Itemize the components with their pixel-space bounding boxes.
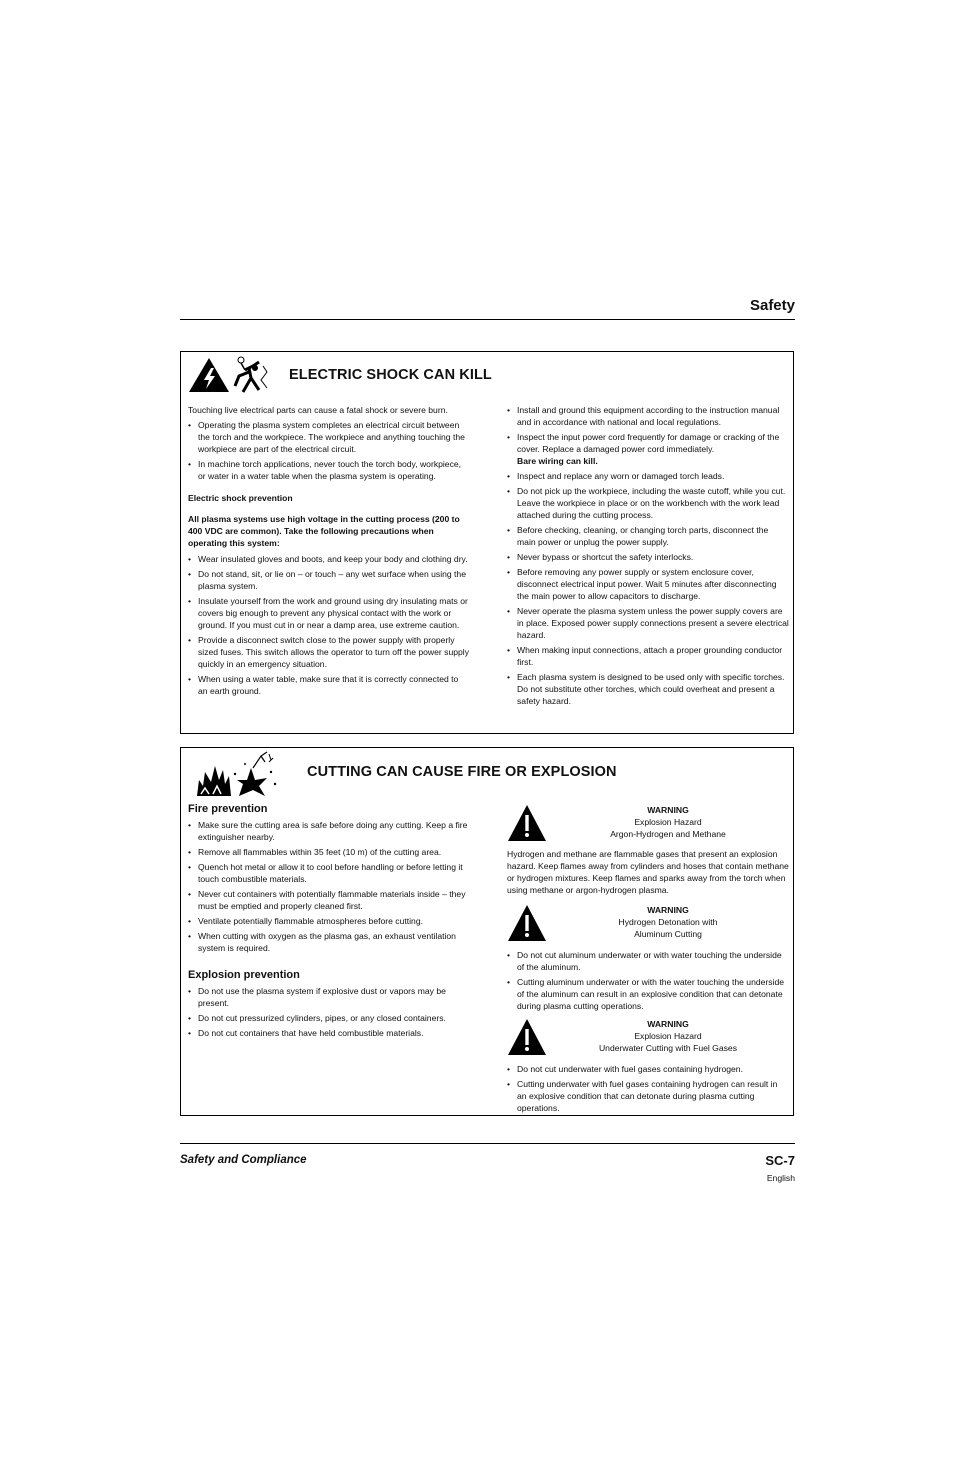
fire-left-column <box>188 802 472 1042</box>
list-item: • Ventilate potentially flammable atmospheres before cutting. <box>188 915 472 927</box>
fire-explosion-title: CUTTING CAN CAUSE FIRE OR EXPLOSION <box>307 764 617 780</box>
list-item: • Before checking, cleaning, or changing torch parts, disconnect the main power or unplug the power supply. <box>507 524 789 548</box>
list-item: • Do not cut pressurized cylinders, pipes, or any closed containers. <box>188 1012 472 1024</box>
electric-shock-intro: Touching live electrical parts can cause a fatal shock or severe burn. <box>188 405 448 415</box>
warning-line: Explosion Hazard <box>634 817 702 827</box>
warning-block <box>507 804 789 840</box>
warning-label: WARNING <box>647 805 689 815</box>
list-item: • Wear insulated gloves and boots, and keep your body and clothing dry. <box>188 553 470 565</box>
list-item <box>507 431 789 467</box>
warning-text <box>547 804 789 840</box>
warning-text <box>547 1018 789 1054</box>
electric-shock-section <box>180 351 794 734</box>
list-item: • Do not cut aluminum underwater or with water touching the underside of the aluminum. <box>507 949 789 973</box>
prevention-heading: Electric shock prevention <box>188 493 293 503</box>
fire-explosion-icon <box>195 750 295 798</box>
list-item: • Before removing any power supply or system enclosure cover, disconnect electrical input power. Wait 5 minutes after disconnecting the main power to allow capacitors to discharge. <box>507 566 789 602</box>
aluminum-bullet-list <box>507 949 789 1012</box>
equipment-bullet-list <box>507 404 789 707</box>
warning-line: Hydrogen Detonation with <box>618 917 718 927</box>
footer-rule <box>180 1143 795 1144</box>
electric-shock-right-column <box>507 404 789 710</box>
bare-wiring-warning: Bare wiring can kill. <box>517 456 598 466</box>
list-item: • Cutting aluminum underwater or with the water touching the underside of the aluminum can result in an explosive condition that can detonate during plasma cutting operations. <box>507 976 789 1012</box>
warning-block <box>507 904 789 940</box>
warning-line: Aluminum Cutting <box>634 929 702 939</box>
list-item: • Do not cut containers that have held combustible materials. <box>188 1027 472 1039</box>
underwater-bullet-list <box>507 1063 789 1114</box>
electric-hazard-icon <box>187 356 273 394</box>
hydrogen-methane-text: Hydrogen and methane are flammable gases that present an explosion hazard. Keep flames away from cylinders and hoses that contain methane or hydrogen mixtures. Keep flames and sparks away from the torch when using methane or argon-hydrogen plasma. <box>507 849 789 895</box>
list-item: • In machine torch applications, never touch the torch body, workpiece, or water in a water table when the plasma system is operating. <box>188 458 470 482</box>
warning-triangle-icon <box>507 804 547 842</box>
list-item: • Insulate yourself from the work and ground using dry insulating mats or covers big enough to prevent any physical contact with the work or ground. If you must cut in or near a damp area, use extreme caution. <box>188 595 470 631</box>
list-item: • Provide a disconnect switch close to the power supply with properly sized fuses. This switch allows the operator to turn off the power supply quickly in an emergency situation. <box>188 634 470 670</box>
list-item: • Do not stand, sit, or lie on – or touch – any wet surface when using the plasma system. <box>188 568 470 592</box>
electric-shock-left-column <box>188 404 470 700</box>
warning-triangle-icon <box>507 904 547 942</box>
list-item: • Remove all flammables within 35 feet (10 m) of the cutting area. <box>188 846 472 858</box>
warning-label: WARNING <box>647 1019 689 1029</box>
footer-language: English <box>766 1173 795 1183</box>
list-item-text: Inspect the input power cord frequently for damage or cracking of the cover. Replace a damaged power cord immediately. <box>517 432 780 454</box>
prevention-bullet-list <box>188 553 470 697</box>
warning-text <box>547 904 789 940</box>
list-item: • When cutting with oxygen as the plasma gas, an exhaust ventilation system is required. <box>188 930 472 954</box>
list-item: • Do not use the plasma system if explosive dust or vapors may be present. <box>188 985 472 1009</box>
explosion-prevention-heading: Explosion prevention <box>188 969 300 981</box>
list-item: • Do not cut underwater with fuel gases containing hydrogen. <box>507 1063 789 1075</box>
intro-bullet-list <box>188 419 470 482</box>
warning-block <box>507 1018 789 1054</box>
footer-section-title: Safety and Compliance <box>180 1154 307 1166</box>
explosion-prevention-list <box>188 985 472 1039</box>
warning-label: WARNING <box>647 905 689 915</box>
list-item: • Never operate the plasma system unless the power supply covers are in place. Exposed power supply connections present a severe electrical hazard. <box>507 605 789 641</box>
electric-shock-title: ELECTRIC SHOCK CAN KILL <box>289 367 492 383</box>
warning-line: Underwater Cutting with Fuel Gases <box>598 1043 738 1053</box>
list-item: • When using a water table, make sure that it is correctly connected to an earth ground. <box>188 673 470 697</box>
prevention-lead: All plasma systems use high voltage in the cutting process (200 to 400 VDC are common). Take the following precautions when operating this system: <box>188 514 460 548</box>
warning-triangle-icon <box>507 1018 547 1056</box>
page-header-title: Safety <box>749 297 795 314</box>
list-item: • Each plasma system is designed to be used only with specific torches. Do not substitute other torches, which could overheat and present a safety hazard. <box>507 671 789 707</box>
fire-prevention-heading: Fire prevention <box>188 803 268 815</box>
page-number: SC-7 <box>765 1153 795 1168</box>
warning-line: Argon-Hydrogen and Methane <box>610 829 726 839</box>
page-header <box>180 297 795 320</box>
fire-prevention-list <box>188 819 472 954</box>
list-item: • Never cut containers with potentially flammable materials inside – they must be emptied and properly cleaned first. <box>188 888 472 912</box>
fire-explosion-section <box>180 747 794 1116</box>
list-item: • Quench hot metal or allow it to cool before handling or before letting it touch combustible materials. <box>188 861 472 885</box>
list-item: • Make sure the cutting area is safe before doing any cutting. Keep a fire extinguisher nearby. <box>188 819 472 843</box>
list-item: • Inspect and replace any worn or damaged torch leads. <box>507 470 789 482</box>
list-item: • When making input connections, attach a proper grounding conductor first. <box>507 644 789 668</box>
fire-right-column <box>507 804 789 1117</box>
list-item: • Never bypass or shortcut the safety interlocks. <box>507 551 789 563</box>
warning-line: Explosion Hazard <box>634 1031 702 1041</box>
list-item: • Cutting underwater with fuel gases containing hydrogen can result in an explosive condition that can detonate during plasma cutting operations. <box>507 1078 789 1114</box>
list-item: • Operating the plasma system completes an electrical circuit between the torch and the workpiece. The workpiece and anything touching the workpiece are part of the electrical circuit. <box>188 419 470 455</box>
list-item: • Do not pick up the workpiece, including the waste cutoff, while you cut. Leave the workpiece in place or on the workbench with the work lead attached during the cutting process. <box>507 485 789 521</box>
list-item: • Install and ground this equipment according to the instruction manual and in accordance with national and local regulations. <box>507 404 789 428</box>
